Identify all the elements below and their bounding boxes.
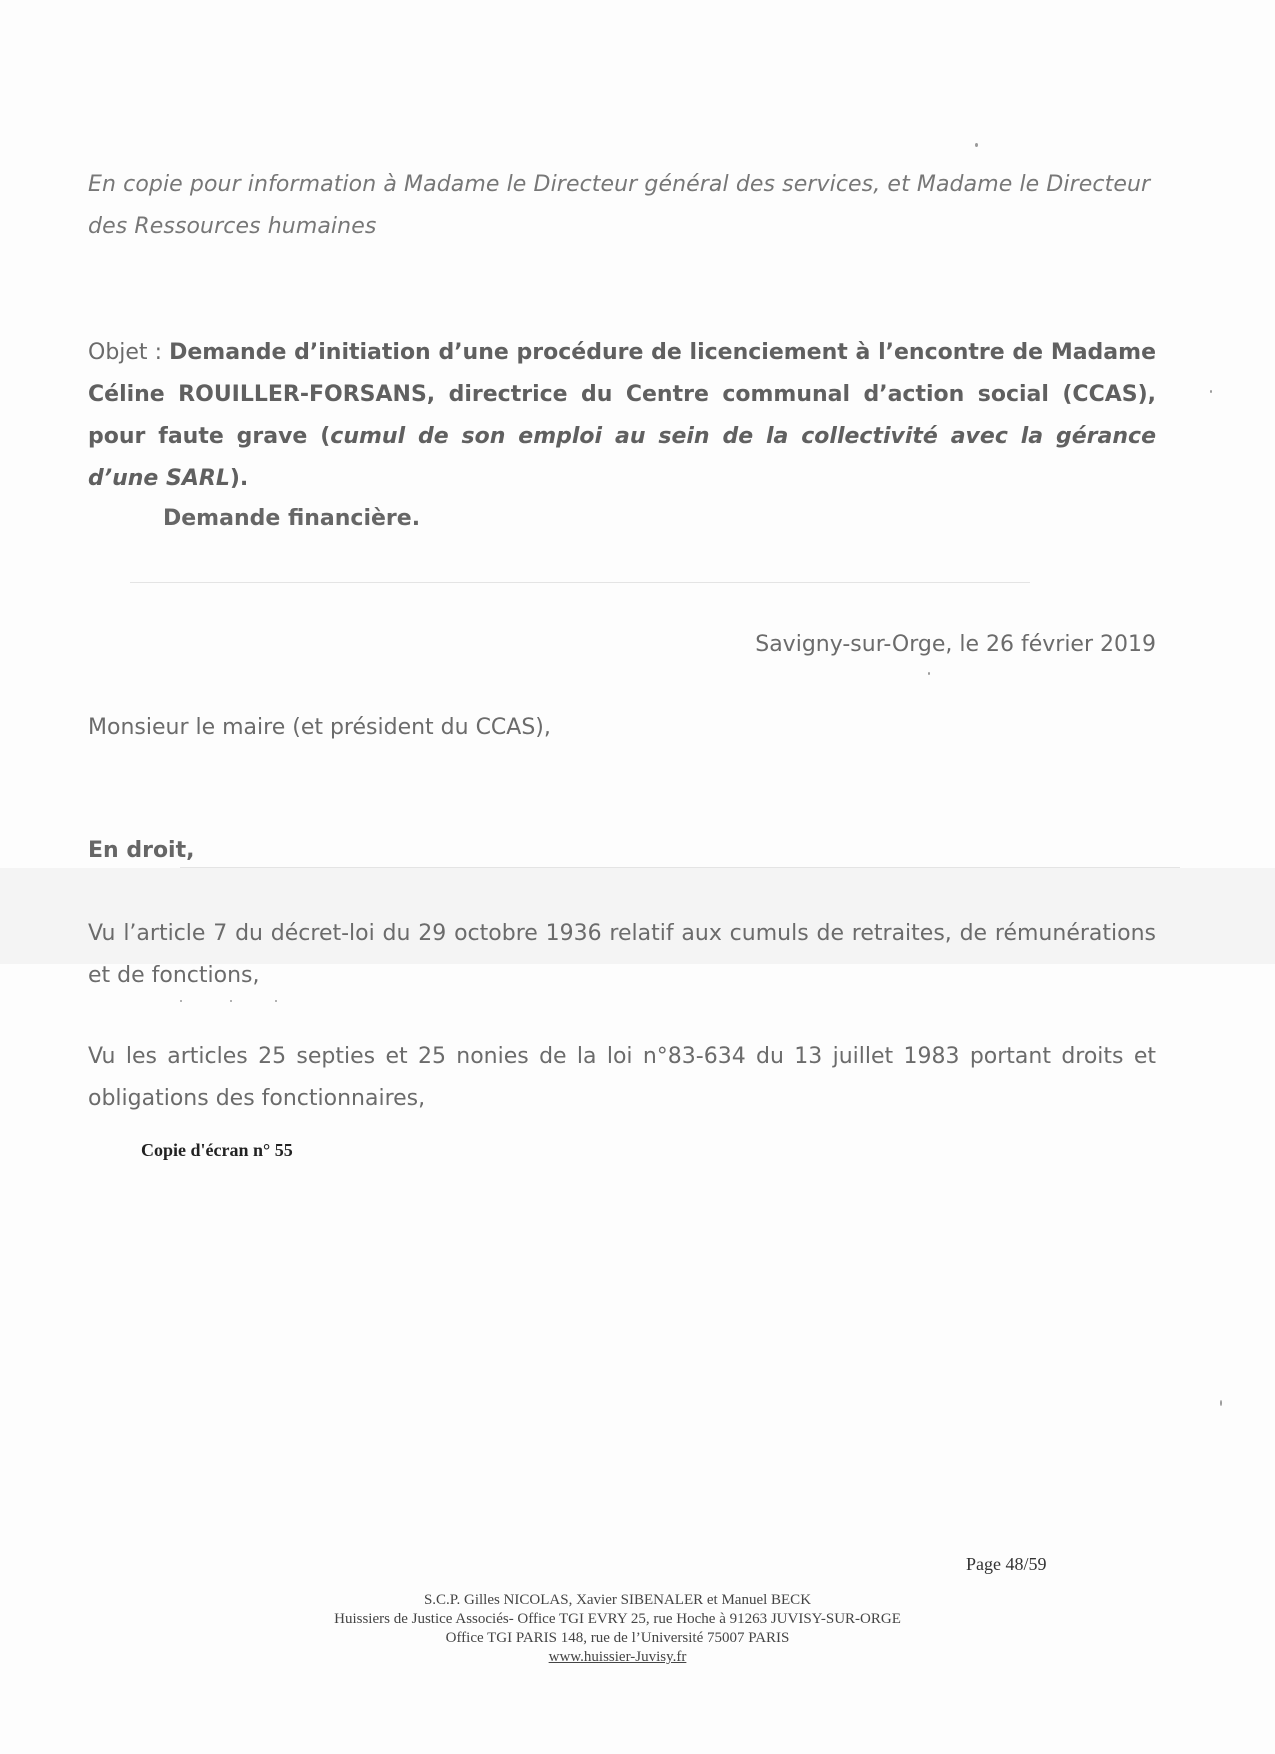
scan-artifact-line [130,582,1030,583]
scan-speck [928,672,930,675]
subject-label: Objet : [88,340,170,365]
subject-end: ). [229,466,249,491]
copy-note: En copie pour information à Madame le Directeur général des services, et Madame le Directeur des Ressources humaines [88,172,1151,239]
scan-speck [275,1000,277,1002]
scan-speck [180,1000,182,1002]
place-date: Savigny-sur-Orge, le 26 février 2019 [755,632,1156,657]
section-heading: En droit, [88,838,195,863]
footer-office-paris: Office TGI PARIS 148, rue de l’Université 75007 PARIS [445,1630,790,1646]
financial-request: Demande financière. [163,506,421,531]
scan-speck [230,1000,232,1002]
screenshot-caption: Copie d'écran n° 55 [141,1140,293,1160]
page-number: Page 48/59 [966,1554,1047,1574]
scan-speck [1220,1400,1222,1406]
salutation: Monsieur le maire (et président du CCAS), [88,715,551,740]
footer-website-link[interactable]: www.huissier-Juvisy.fr [548,1649,687,1665]
subject-reason: cumul de son emploi au sein de la collectivité avec la gérance d’une SARL [88,424,1156,491]
legal-reference: Vu les articles 25 septies et 25 nonies de la loi n°83-634 du 13 juillet 1983 portant droits et obligations des fonctionnaires, [88,1044,1156,1111]
footer-firm: S.C.P. Gilles NICOLAS, Xavier SIBENALER et Manuel BECK [423,1592,812,1608]
scan-speck [1210,390,1212,393]
footer-office-evry: Huissiers de Justice Associés- Office TGI EVRY 25, rue Hoche à 91263 JUVISY-SUR-ORGE [334,1611,901,1627]
footer [200,1591,1035,1667]
subject-text: Demande d’initiation d’une procédure de licenciement à l’encontre de Madame Céline ROUILLER-FORSANS, directrice du Centre communal d’action social (CCAS), pour faute grave ( [88,340,1156,449]
letter-subject [88,332,1156,500]
scan-speck [975,143,978,147]
legal-reference: Vu l’article 7 du décret-loi du 29 octobre 1936 relatif aux cumuls de retraites, de rémunérations et de fonctions, [88,921,1156,988]
